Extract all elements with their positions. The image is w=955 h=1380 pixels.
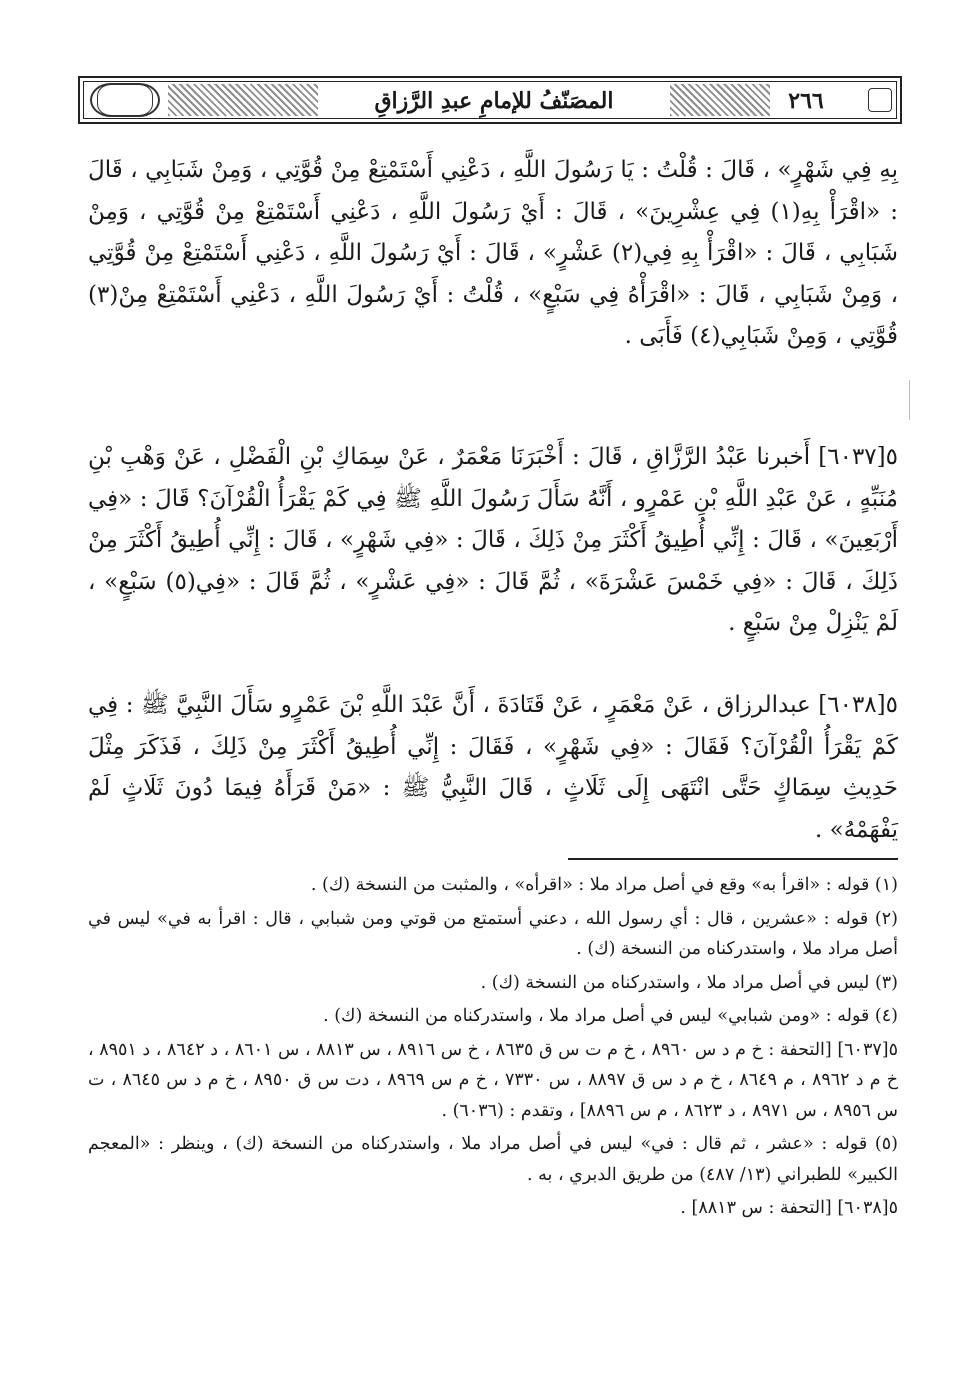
emblem-inner-ring: [97, 84, 153, 116]
footnote-3: (٣) ليس في أصل مراد ملا ، واستدركناه من النسخة (ك) .: [480, 972, 898, 993]
hadith-6037: ٥[٦٠٣٧] أَخبرنا عَبْدُ الرَّزَّاقِ ، قَالَ : أَخْبَرَنَا مَعْمَرٌ ، عَنْ سِمَاكِ بْنِ الْفَضْلِ ، عَنْ وَهْبِ بْنِ مُنَبِّهٍ ، عَنْ عَبْدِ اللَّهِ بْنِ عَمْرٍو ، أَنَّهُ سَأَلَ رَسُولَ اللَّهِ ﷺ فِي كَمْ يَقْرَأُ الْقُرْآنَ؟ قَالَ : «فِي أَرْبَعِينَ» ، قَالَ : إِنِّي أُطِيقُ أَكْثَرَ مِنْ ذَلِكَ ، قَالَ : «فِي شَهْرٍ» ، قَالَ : إِنِّي أُطِيقُ أَكْثَرَ مِنْ ذَلِكَ ، قَالَ : «فِي خَمْسَ عَشْرَةَ» ، ثُمَّ قَالَ : «فِي عَشْرٍ» ، ثُمَّ قَالَ : «فِي(٥) سَبْعٍ» ، لَمْ يَنْزِلْ مِنْ سَبْعٍ .: [88, 444, 899, 636]
hadith-continuation: بِهِ فِي شَهْرٍ» ، قَالَ : قُلْتُ : يَا رَسُولَ اللَّهِ ، دَعْنِي أَسْتَمْتِعْ مِنْ قُوَّتِي ، وَمِنْ شَبَابِي ، قَالَ : «اقْرَأْ بِهِ(١) فِي عِشْرِينَ» ، قَالَ : أَيْ رَسُولَ اللَّهِ ، دَعْنِي أَسْتَمْتِعْ مِنْ قُوَّتِي ، وَمِنْ شَبَابِي ، قَالَ : «اقْرَأْ بِهِ فِي(٢) عَشْرٍ» ، قَالَ : أَيْ رَسُولَ اللَّهِ ، دَعْنِي أَسْتَمْتِعْ مِنْ قُوَّتِي ، وَمِنْ شَبَابِي ، قَالَ : «اقْرَأْهُ فِي سَبْعٍ» ، قُلْتُ : أَيْ رَسُولَ اللَّهِ ، دَعْنِي أَسْتَمْتِعْ مِنْ(٣) قُوَّتِي ، وَمِنْ شَبَابِي(٤) فَأَبَى .: [88, 157, 898, 349]
page-header: [78, 76, 902, 124]
running-title: المصَنّفُ للإمامِ عبدِ الرَّزاقِ: [324, 88, 664, 114]
header-endcap-ornament: [868, 88, 892, 112]
footnote-4: (٤) قوله : «ومن شبابي» ليس في أصل مراد ملا ، واستدركناه من النسخة (ك) .: [323, 1006, 898, 1026]
book-title-emblem-icon: [90, 83, 160, 117]
header-ornament-left: [168, 84, 318, 116]
footnote-separator: [568, 858, 898, 860]
page-number: ٢٦٦: [774, 88, 838, 114]
footnotes: [88, 870, 898, 1227]
footnote-2: (٢) قوله : «عشرين ، قال : أي رسول الله ، دعني أستمتع من قوتي ومن شبابي ، قال : اقرأ به في» ليس في أصل مراد ملا ، واستدركناه من النسخة (ك) .: [88, 908, 898, 959]
footnote-tuhfa-6038: ٥[٦٠٣٨] [التحفة : س ٨٨١٣] .: [680, 1198, 898, 1218]
footnote-5: (٥) قوله : «عشر ، ثم قال : في» ليس في أصل مراد ملا ، واستدركناه من النسخة (ك) ، وينظر : «المعجم الكبير» للطبراني (١٣/ ٤٨٧) من طريق الدبري ، به .: [88, 1134, 898, 1185]
margin-mark: [909, 380, 910, 420]
footnote-tuhfa-6037: ٥[٦٠٣٧] [التحفة : خ م د س ٨٩٦٠ ، خ م ت س ق ٨٦٣٥ ، خ س ٨٩١٦ ، س ٨٨١٣ ، س ٨٦٠١ ، د ٨٦٤٢ ، د ٨٩٥١ ، خ م د ٨٩٦٢ ، م ٨٦٤٩ ، خ م د س ق ٨٨٩٧ ، س ٧٣٣٠ ، خ م س ٨٩٦٩ ، دت س ق ٨٩٥٠ ، خ م د س ٨٦٤٥ ، ت س ٨٩٥٦ ، س ٨٩٧١ ، د ٨٦٢٣ ، م س ٨٨٩٦] ، وتقدم : (٦٠٣٦) .: [88, 1039, 899, 1121]
hadith-6038: ٥[٦٠٣٨] عبدالرزاق ، عَنْ مَعْمَرٍ ، عَنْ قَتَادَةَ ، أَنَّ عَبْدَ اللَّهِ بْنَ عَمْرٍو سَأَلَ النَّبِيَّ ﷺ : فِي كَمْ يَقْرَأُ الْقُرْآنَ؟ فَقَالَ : «فِي شَهْرٍ» ، فَقَالَ : إِنِّي أُطِيقُ أَكْثَرَ مِنْ ذَلِكَ ، فَذَكَرَ مِثْلَ حَدِيثِ سِمَاكٍ حَتَّى انْتَهَى إِلَى ثَلَاثٍ ، قَالَ النَّبِيُّ ﷺ : «مَنْ قَرَأَهُ فِيمَا دُونَ ثَلَاثٍ لَمْ يَفْهَمْهُ» .: [88, 692, 898, 843]
header-frame: [83, 81, 897, 119]
footnote-1: (١) قوله : «اقرأ به» وقع في أصل مراد ملا : «اقرأه» ، والمثبت من النسخة (ك) .: [310, 875, 898, 895]
header-ornament-right: [670, 84, 770, 116]
